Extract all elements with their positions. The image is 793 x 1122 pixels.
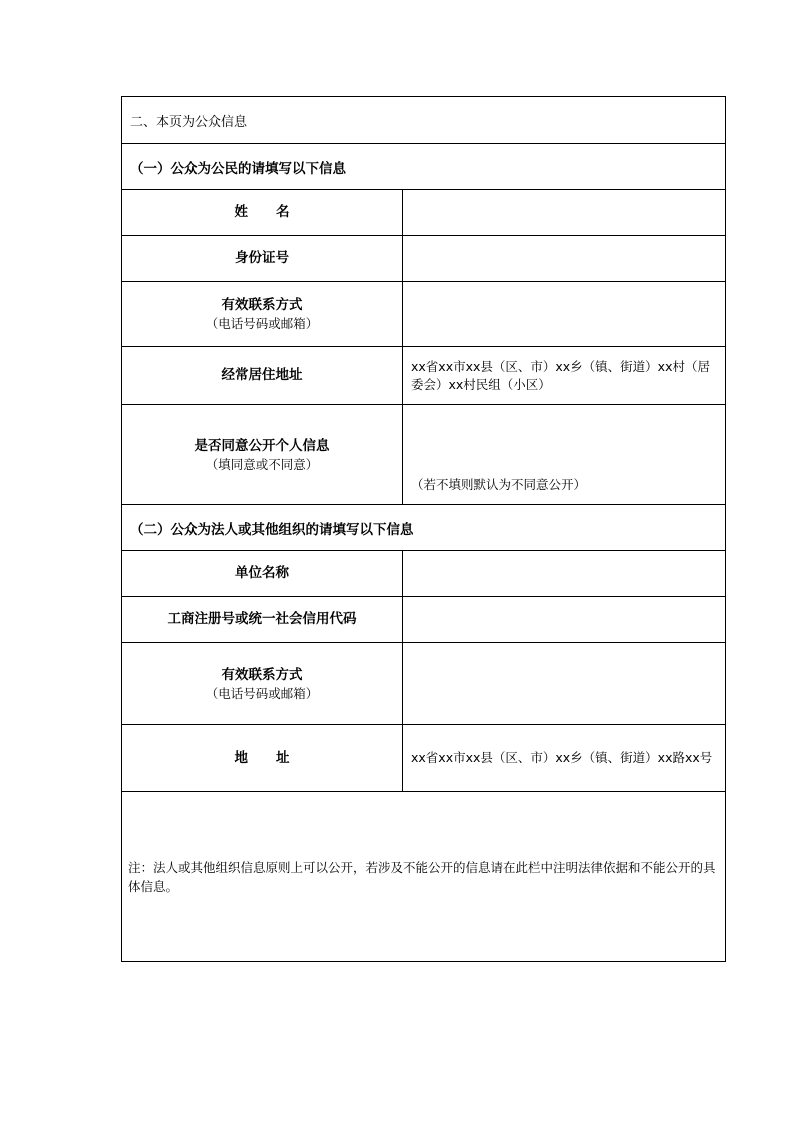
consent-field[interactable] xyxy=(403,405,726,505)
consent-label xyxy=(122,405,403,505)
name-field[interactable] xyxy=(403,190,726,236)
id-number-label: 身份证号 xyxy=(122,236,403,282)
unit-name-label: 单位名称 xyxy=(122,551,403,597)
citizen-heading: （一）公众为公民的请填写以下信息 xyxy=(122,144,726,190)
registration-code-label: 工商注册号或统一社会信用代码 xyxy=(122,597,403,643)
consent-title: 是否同意公开个人信息 xyxy=(194,437,330,454)
org-address-label xyxy=(122,725,403,792)
unit-name-field[interactable] xyxy=(403,551,726,597)
org-contact-label xyxy=(122,643,403,725)
name-label-char-1: 姓 xyxy=(234,204,248,220)
note-cell[interactable] xyxy=(122,792,726,962)
citizen-contact-label xyxy=(122,282,403,347)
citizen-contact-sub: （电话号码或邮箱） xyxy=(205,316,319,331)
note-text: 注：法人或其他组织信息原则上可以公开，若涉及不能公开的信息请在此栏中注明法律依据和不能公开的具体信息。 xyxy=(128,859,716,894)
citizen-contact-title: 有效联系方式 xyxy=(221,297,303,313)
public-info-form xyxy=(121,96,726,962)
name-label-char-2: 名 xyxy=(276,204,290,220)
consent-hint: （若不填则默认为不同意公开） xyxy=(411,477,587,492)
id-number-field[interactable] xyxy=(403,236,726,282)
org-contact-title: 有效联系方式 xyxy=(221,666,303,683)
org-address-char-2: 址 xyxy=(276,749,290,766)
org-address-field[interactable]: xx省xx市xx县（区、市）xx乡（镇、街道）xx路xx号 xyxy=(403,725,726,792)
consent-sub: （填同意或不同意） xyxy=(205,456,319,472)
org-contact-sub: （电话号码或邮箱） xyxy=(205,685,319,701)
residence-address-label: 经常居住地址 xyxy=(122,347,403,405)
citizen-contact-field[interactable] xyxy=(403,282,726,347)
name-label xyxy=(122,190,403,236)
registration-code-field[interactable] xyxy=(403,597,726,643)
section-title: 二、本页为公众信息 xyxy=(122,97,726,144)
org-address-char-1: 地 xyxy=(234,749,248,766)
residence-address-field[interactable]: xx省xx市xx县（区、市）xx乡（镇、街道）xx村（居委会）xx村民组（小区） xyxy=(403,347,726,405)
organization-heading: （二）公众为法人或其他组织的请填写以下信息 xyxy=(122,505,726,551)
org-contact-field[interactable] xyxy=(403,643,726,725)
